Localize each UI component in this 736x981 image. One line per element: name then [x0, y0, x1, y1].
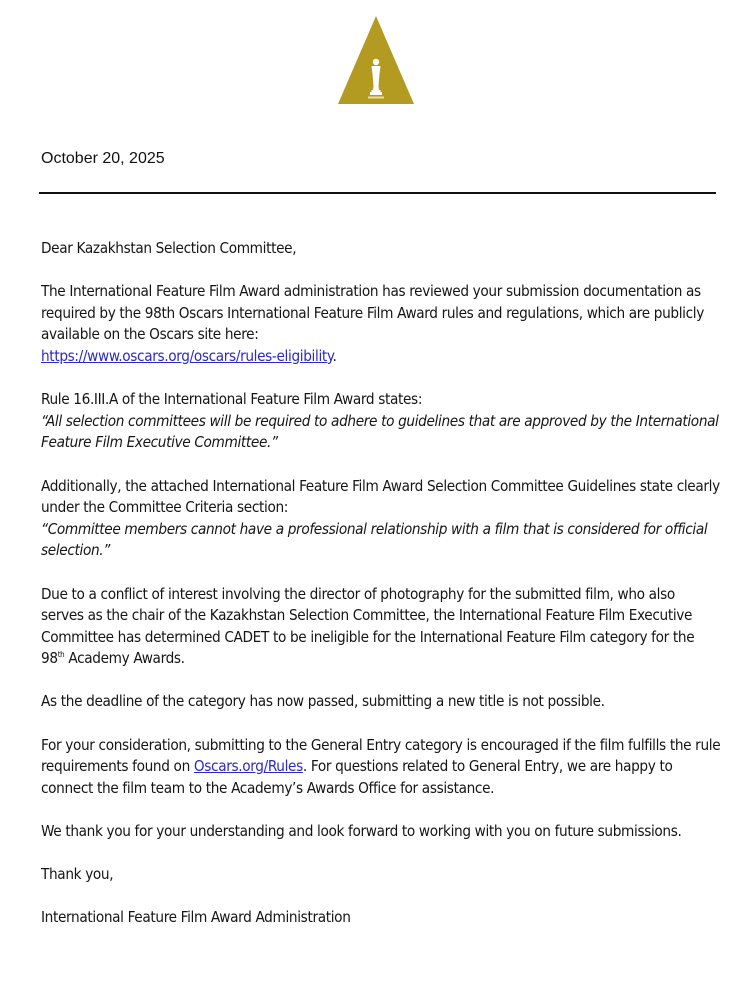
closing: Thank you, [41, 865, 114, 884]
general-entry-text: For your consideration, submitting to the General Entry category is encouraged if the film fulfills the rule requirements found on [41, 735, 721, 776]
paragraph-review-text: The International Feature Film Award administration has reviewed your submission documentation as required by the 98th Oscars International Feature Film Award rules and regulations, which are publicly available on the Oscars site here: [41, 282, 704, 344]
signature: International Feature Film Award Administration [41, 908, 351, 927]
salutation: Dear Kazakhstan Selection Committee, [41, 239, 297, 257]
rules-eligibility-link[interactable]: https://www.oscars.org/oscars/rules-eligibility [41, 346, 333, 365]
rule-intro: Rule 16.III.A of the International Feature Film Award states: [41, 390, 423, 409]
oscars-rules-link[interactable]: Oscars.org/Rules [193, 757, 303, 776]
oscars-statuette-triangle-icon [338, 16, 414, 104]
letter-body [41, 238, 721, 951]
paragraph-guidelines [41, 476, 721, 562]
paragraph-decision [41, 584, 721, 670]
paragraph-review [41, 281, 721, 367]
paragraph-rule [41, 389, 721, 454]
ordinal-suffix: th [57, 650, 65, 660]
paragraph-deadline: As the deadline of the category has now passed, submitting a new title is not possible. [41, 692, 605, 711]
guidelines-intro: Additionally, the attached International Feature Film Award Selection Committee Guidelines state clearly under the Committee Criteria section: [41, 476, 720, 517]
guidelines-quote: “Committee members cannot have a professional relationship with a film that is considered for official selection.” [41, 519, 708, 560]
general-entry-text-end: . For questions related to General Entry, we are happy to connect the film team to the Academy’s Awards Office for assistance. [41, 757, 673, 797]
header-divider [39, 192, 716, 194]
link-suffix: . [332, 346, 337, 365]
decision-text: Due to a conflict of interest involving the director of photography for the submitted film, who also serves as the chair of the Kazakhstan Selection Committee, the International Feature Film Executive Committee has determined CADET to be ineligible for the International Feature Film category for the 98 [41, 584, 695, 668]
decision-text-end: Academy Awards. [64, 649, 185, 668]
paragraph-general-entry [41, 735, 721, 800]
rule-quote: “All selection committees will be required to adhere to guidelines that are approved by the International Feature Film Executive Committee.” [41, 411, 719, 452]
paragraph-thanks: We thank you for your understanding and look forward to working with you on future submissions. [41, 822, 682, 841]
letter-date: October 20, 2025 [41, 150, 165, 167]
academy-logo [338, 16, 414, 104]
